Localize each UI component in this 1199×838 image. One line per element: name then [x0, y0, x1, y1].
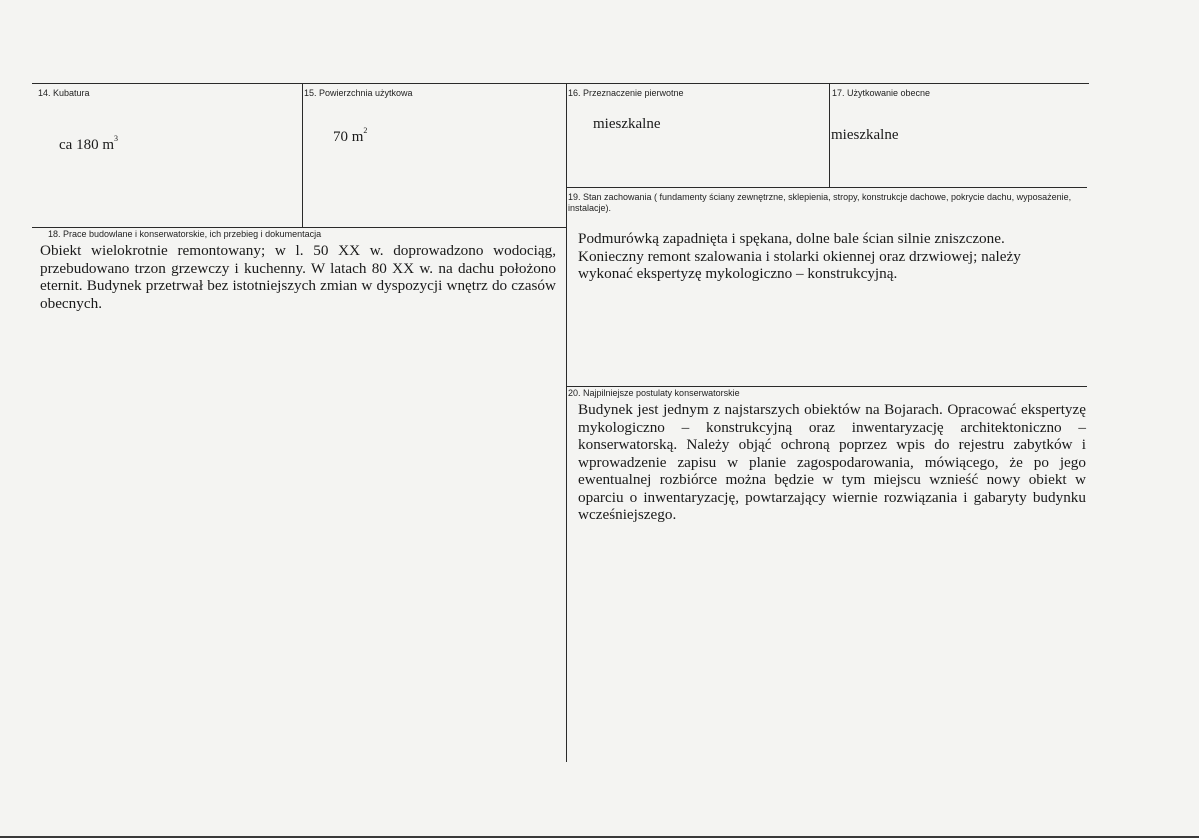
field-17-label: 17. Użytkowanie obecne	[832, 88, 931, 98]
field-18-text: Obiekt wielokrotnie remontowany; w l. 50 XX w. doprowadzono wodociąg, przebudowano trzon grzewczy i kuchenny. W latach 80 XX w. na dachu położono eternit. Budynek przetrwał bez istotniejszych zmian w dyspozycji wnętrz do czasów obecnych.	[40, 242, 556, 312]
col-divider-left-right	[566, 84, 567, 762]
field-14-value	[59, 134, 118, 154]
field-20-label: 20. Najpilniejsze postulaty konserwatorskie	[568, 388, 740, 398]
field-19-text: Podmurówką zapadnięta i spękana, dolne bale ścian silnie zniszczone. Konieczny remont szalowania i stolarki okiennej oraz drzwiowej; należy wykonać ekspertyzę mykologiczno – konstrukcyjną.	[578, 230, 1021, 282]
col-divider-14-15	[302, 84, 303, 227]
field-14-value-unit-exponent: 3	[113, 134, 118, 143]
field-16-label: 16. Przeznaczenie pierwotne	[568, 88, 684, 98]
field-15-value	[333, 126, 368, 146]
field-20-text: Budynek jest jednym z najstarszych obiektów na Bojarach. Opracować ekspertyzę mykologiczno – konstrukcyjną oraz inwentaryzację architektoniczno – konserwatorską. Należy objąć ochroną poprzez wpis do rejestru zabytków i wprowadzenie zapisu w planie zagospodarowania, mówiącego, że po jego ewentualnej rozbiórce można będzie w tym miejscu wznieść nowy obiekt w oparciu o inwentaryzację, powtarzający wiernie rozwiązania i gabaryty budynku wcześniejszego.	[578, 401, 1086, 523]
field-17-value: mieszkalne	[831, 127, 899, 143]
field-15-label: 15. Powierzchnia użytkowa	[304, 88, 413, 98]
field-14-value-text: ca 180 m	[59, 137, 114, 153]
col-divider-16-17	[829, 84, 830, 187]
field-15-value-text: 70 m	[333, 129, 364, 145]
field-15-value-unit-exponent: 2	[363, 126, 368, 135]
field-18-label: 18. Prace budowlane i konserwatorskie, ich przebieg i dokumentacja	[48, 229, 322, 239]
field-16-value: mieszkalne	[593, 116, 661, 132]
field-14-label: 14. Kubatura	[38, 88, 90, 98]
row-divider-right-20	[566, 386, 1087, 387]
field-19-label: 19. Stan zachowania ( fundamenty ściany zewnętrzne, sklepienia, stropy, konstrukcje dachowe, pokrycie dachu, wyposażenie, instalacje).	[568, 192, 1072, 213]
row-divider-right-19	[566, 187, 1087, 188]
form-top-rule	[32, 83, 1089, 84]
row-divider-left	[32, 227, 566, 228]
